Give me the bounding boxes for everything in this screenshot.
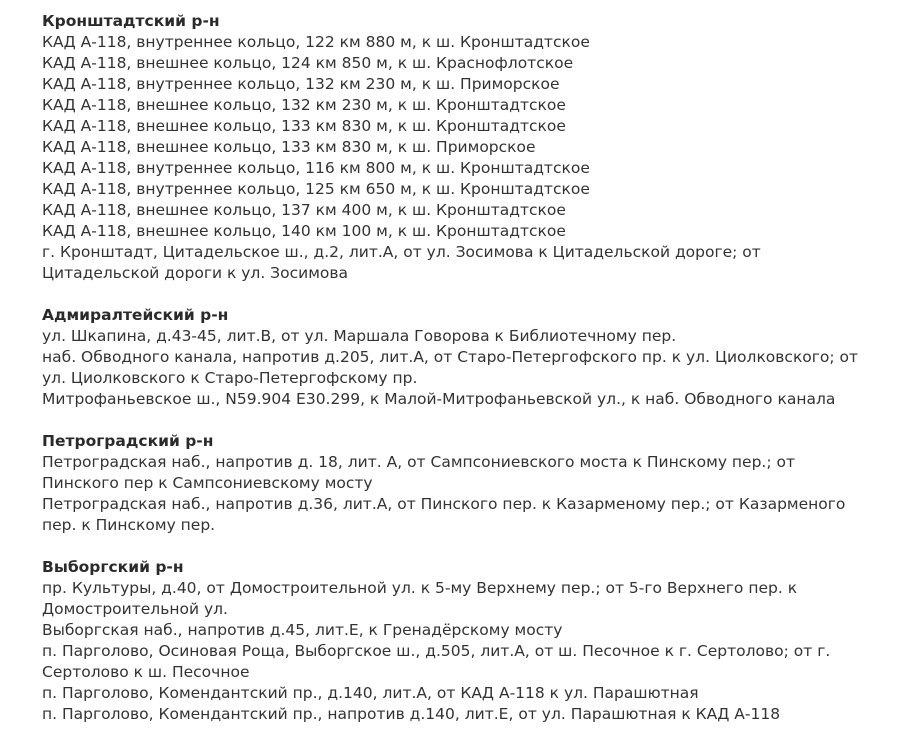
district-kronshtadtsky [42,11,872,284]
address-entry: КАД А-118, внутреннее кольцо, 122 км 880 м, к ш. Кронштадтское [42,33,590,51]
district-admiralteysky [42,305,872,410]
address-entry: КАД А-118, внешнее кольцо, 133 км 830 м, к ш. Приморское [42,138,536,156]
address-entry: КАД А-118, внутреннее кольцо, 116 км 800 м, к ш. Кронштадтское [42,159,590,177]
address-entry: КАД А-118, внешнее кольцо, 137 км 400 м, к ш. Кронштадтское [42,201,566,219]
address-entry: наб. Обводного канала, напротив д.205, лит.А, от Старо-Петергофского пр. к ул. Циолковского; от ул. Циолковского к Старо-Петергофскому пр. [42,348,859,387]
address-entry: Петроградская наб., напротив д. 18, лит. А, от Сампсониевского моста к Пинскому пер.; от Пинского пер к Сампсониевскому мосту [42,453,796,492]
district-title: Петроградский р-н [42,432,214,450]
address-entry: г. Кронштадт, Цитадельское ш., д.2, лит.А, от ул. Зосимова к Цитадельской дороге; от Цитадельской дороги к ул. Зосимова [42,243,761,282]
address-entry: п. Парголово, Комендантский пр., д.140, лит.А, от КАД А-118 к ул. Парашютная [42,684,699,702]
address-list [42,11,872,746]
address-entry: ул. Шкапина, д.43-45, лит.В, от ул. Маршала Говорова к Библиотечному пер. [42,327,677,345]
address-entry: КАД А-118, внутреннее кольцо, 125 км 650 м, к ш. Кронштадтское [42,180,590,198]
district-title: Выборгский р-н [42,558,184,576]
address-entry: пр. Культуры, д.40, от Домостроительной ул. к 5-му Верхнему пер.; от 5-го Верхнего пер. к Домостроительной ул. [42,579,798,618]
address-entry: п. Парголово, Комендантский пр., напротив д.140, лит.Е, от ул. Парашютная к КАД А-118 [42,705,781,723]
district-petrogradsky [42,431,872,536]
address-entry: КАД А-118, внешнее кольцо, 133 км 830 м, к ш. Кронштадтское [42,117,566,135]
address-entry: п. Парголово, Осиновая Роща, Выборгское ш., д.505, лит.А, от ш. Песочное к г. Сертолово; от г. Сертолово к ш. Песочное [42,642,831,681]
address-entry: Выборгская наб., напротив д.45, лит.Е, к Гренадёрскому мосту [42,621,563,639]
district-title: Кронштадтский р-н [42,12,220,30]
address-entry: КАД А-118, внешнее кольцо, 140 км 100 м, к ш. Кронштадтское [42,222,566,240]
district-vyborgsky [42,557,872,725]
address-entry: Митрофаньевское ш., N59.904 E30.299, к Малой-Митрофаньевской ул., к наб. Обводного канала [42,390,836,408]
address-entry: КАД А-118, внутреннее кольцо, 132 км 230 м, к ш. Приморское [42,75,560,93]
address-entry: КАД А-118, внешнее кольцо, 124 км 850 м, к ш. Краснофлотское [42,54,574,72]
address-entry: Петроградская наб., напротив д.36, лит.А, от Пинского пер. к Казарменому пер.; от Казарменого пер. к Пинскому пер. [42,495,846,534]
address-entry: КАД А-118, внешнее кольцо, 132 км 230 м, к ш. Кронштадтское [42,96,566,114]
district-title: Адмиралтейский р-н [42,306,229,324]
